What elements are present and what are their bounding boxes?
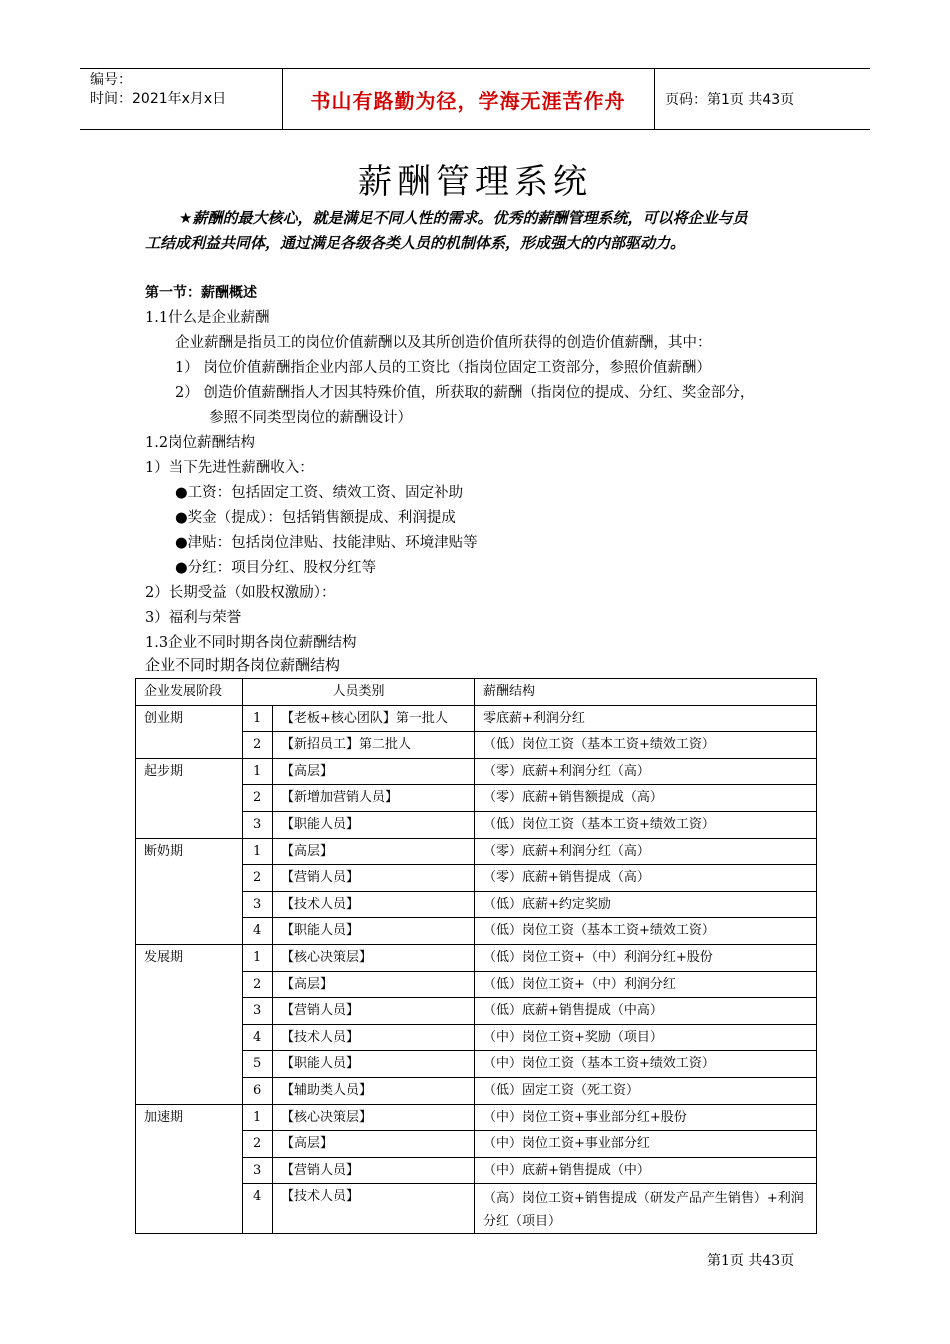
table-row	[136, 838, 817, 865]
num-cell: 3	[243, 891, 273, 918]
num-cell: 4	[243, 918, 273, 945]
num-cell: 1	[243, 944, 273, 971]
num-cell: 1	[243, 1104, 273, 1131]
pay-cell: （低）岗位工资（基本工资+绩效工资）	[475, 732, 817, 759]
role-cell: 【技术人员】	[273, 1024, 475, 1051]
num-cell: 4	[243, 1184, 273, 1234]
num-cell: 3	[243, 811, 273, 838]
num-cell: 2	[243, 865, 273, 892]
num-cell: 5	[243, 1051, 273, 1078]
role-cell: 【核心决策层】	[273, 1104, 475, 1131]
subsection-heading: 1.1什么是企业薪酬	[145, 310, 270, 326]
role-cell: 【高层】	[273, 971, 475, 998]
pay-cell: （中）岗位工资+事业部分红+股份	[475, 1104, 817, 1131]
intro-paragraph	[145, 206, 815, 256]
pay-cell: （中）岗位工资+奖励（项目）	[475, 1024, 817, 1051]
intro-line: 工结成利益共同体，通过满足各级各类人员的机制体系，形成强大的内部驱动力。	[145, 234, 686, 252]
num-cell: 2	[243, 732, 273, 759]
role-cell: 【技术人员】	[273, 891, 475, 918]
header-page-info: 页码：第1页 共43页	[665, 92, 795, 108]
sub-item: 1）当下先进性薪酬收入：	[145, 460, 314, 476]
role-cell: 【营销人员】	[273, 865, 475, 892]
pay-cell: （中）岗位工资+事业部分红	[475, 1131, 817, 1158]
header-divider	[282, 69, 283, 129]
num-cell: 1	[243, 758, 273, 785]
role-cell: 【辅助类人员】	[273, 1077, 475, 1104]
pay-cell: 零底薪+利润分红	[475, 705, 817, 732]
num-cell: 6	[243, 1077, 273, 1104]
table-row	[136, 1104, 817, 1131]
pay-cell: （低）岗位工资（基本工资+绩效工资）	[475, 811, 817, 838]
list-item: 1） 岗位价值薪酬指企业内部人员的工资比（指岗位固定工资部分，参照价值薪酬）	[175, 360, 711, 376]
stage-cell: 加速期	[136, 1104, 243, 1234]
role-cell: 【新增加营销人员】	[273, 785, 475, 812]
pay-cell: （低）岗位工资（基本工资+绩效工资）	[475, 918, 817, 945]
pay-cell: （低）底薪+销售提成（中高）	[475, 998, 817, 1025]
role-cell: 【营销人员】	[273, 998, 475, 1025]
sub-item: 3）福利与荣誉	[145, 610, 242, 626]
role-cell: 【职能人员】	[273, 1051, 475, 1078]
page-header	[80, 68, 870, 130]
table-row	[136, 944, 817, 971]
pay-cell: （低）岗位工资+（中）利润分红	[475, 971, 817, 998]
stage-cell: 发展期	[136, 944, 243, 1104]
table-row	[136, 705, 817, 732]
subsection-heading: 1.3企业不同时期各岗位薪酬结构	[145, 635, 357, 651]
pay-cell: （中）岗位工资（基本工资+绩效工资）	[475, 1051, 817, 1078]
pay-cell: （零）底薪+销售提成（高）	[475, 865, 817, 892]
pay-cell: （中）底薪+销售提成（中）	[475, 1157, 817, 1184]
salary-structure-table	[135, 678, 817, 1234]
role-cell: 【新招员工】第二批人	[273, 732, 475, 759]
column-header: 人员类别	[243, 679, 475, 706]
num-cell: 2	[243, 971, 273, 998]
header-motto: 书山有路勤为径，学海无涯苦作舟	[310, 88, 626, 113]
role-cell: 【高层】	[273, 1131, 475, 1158]
role-cell: 【职能人员】	[273, 811, 475, 838]
role-cell: 【老板+核心团队】第一批人	[273, 705, 475, 732]
num-cell: 1	[243, 705, 273, 732]
pay-cell: （高）岗位工资+销售提成（研发产品产生销售）+利润分红（项目）	[475, 1184, 817, 1234]
sub-item: 2）长期受益（如股权激励）：	[145, 585, 336, 601]
stage-cell: 断奶期	[136, 838, 243, 944]
bullet-item: ●津贴：包括岗位津贴、技能津贴、环境津贴等	[175, 535, 478, 551]
page-footer: 第1页 共43页	[707, 1253, 795, 1269]
pay-cell: （零）底薪+利润分红（高）	[475, 838, 817, 865]
paragraph: 企业薪酬是指员工的岗位价值薪酬以及其所创造价值所获得的创造价值薪酬，其中：	[175, 335, 712, 351]
role-cell: 【技术人员】	[273, 1184, 475, 1234]
pay-cell: （零）底薪+销售额提成（高）	[475, 785, 817, 812]
num-cell: 2	[243, 785, 273, 812]
column-header: 薪酬结构	[475, 679, 817, 706]
num-cell: 3	[243, 1157, 273, 1184]
num-cell: 2	[243, 1131, 273, 1158]
header-divider	[654, 69, 655, 129]
table-row	[136, 758, 817, 785]
bullet-item: ●奖金（提成）：包括销售额提成、利润提成	[175, 510, 456, 526]
table-header-row	[136, 679, 817, 706]
stage-cell: 创业期	[136, 705, 243, 758]
time-label: 时间：2021年x月x日	[90, 91, 227, 107]
num-cell: 4	[243, 1024, 273, 1051]
document-title: 薪酬管理系统	[358, 162, 592, 202]
pay-cell: （低）固定工资（死工资）	[475, 1077, 817, 1104]
code-label: 编号：	[90, 72, 132, 88]
stage-cell: 起步期	[136, 758, 243, 838]
section-1	[145, 281, 835, 656]
role-cell: 【职能人员】	[273, 918, 475, 945]
bullet-item: ●分红：项目分红、股权分红等	[175, 560, 377, 576]
table-caption: 企业不同时期各岗位薪酬结构	[145, 656, 341, 674]
header-meta	[90, 71, 280, 109]
pay-cell: （低）岗位工资+（中）利润分红+股份	[475, 944, 817, 971]
pay-cell: （零）底薪+利润分红（高）	[475, 758, 817, 785]
role-cell: 【高层】	[273, 758, 475, 785]
bullet-item: ●工资：包括固定工资、绩效工资、固定补助	[175, 485, 464, 501]
role-cell: 【高层】	[273, 838, 475, 865]
subsection-heading: 1.2岗位薪酬结构	[145, 435, 256, 451]
column-header: 企业发展阶段	[136, 679, 243, 706]
list-item: 2） 创造价值薪酬指人才因其特殊价值，所获取的薪酬（指岗位的提成、分红、奖金部分，	[175, 385, 755, 401]
pay-cell: （低）底薪+约定奖励	[475, 891, 817, 918]
role-cell: 【营销人员】	[273, 1157, 475, 1184]
list-item-continuation: 参照不同类型岗位的薪酬设计）	[209, 410, 412, 426]
intro-line: ★薪酬的最大核心，就是满足不同人性的需求。优秀的薪酬管理系统，可以将企业与员	[179, 209, 748, 227]
section-heading: 第一节：薪酬概述	[145, 285, 257, 301]
num-cell: 3	[243, 998, 273, 1025]
num-cell: 1	[243, 838, 273, 865]
role-cell: 【核心决策层】	[273, 944, 475, 971]
